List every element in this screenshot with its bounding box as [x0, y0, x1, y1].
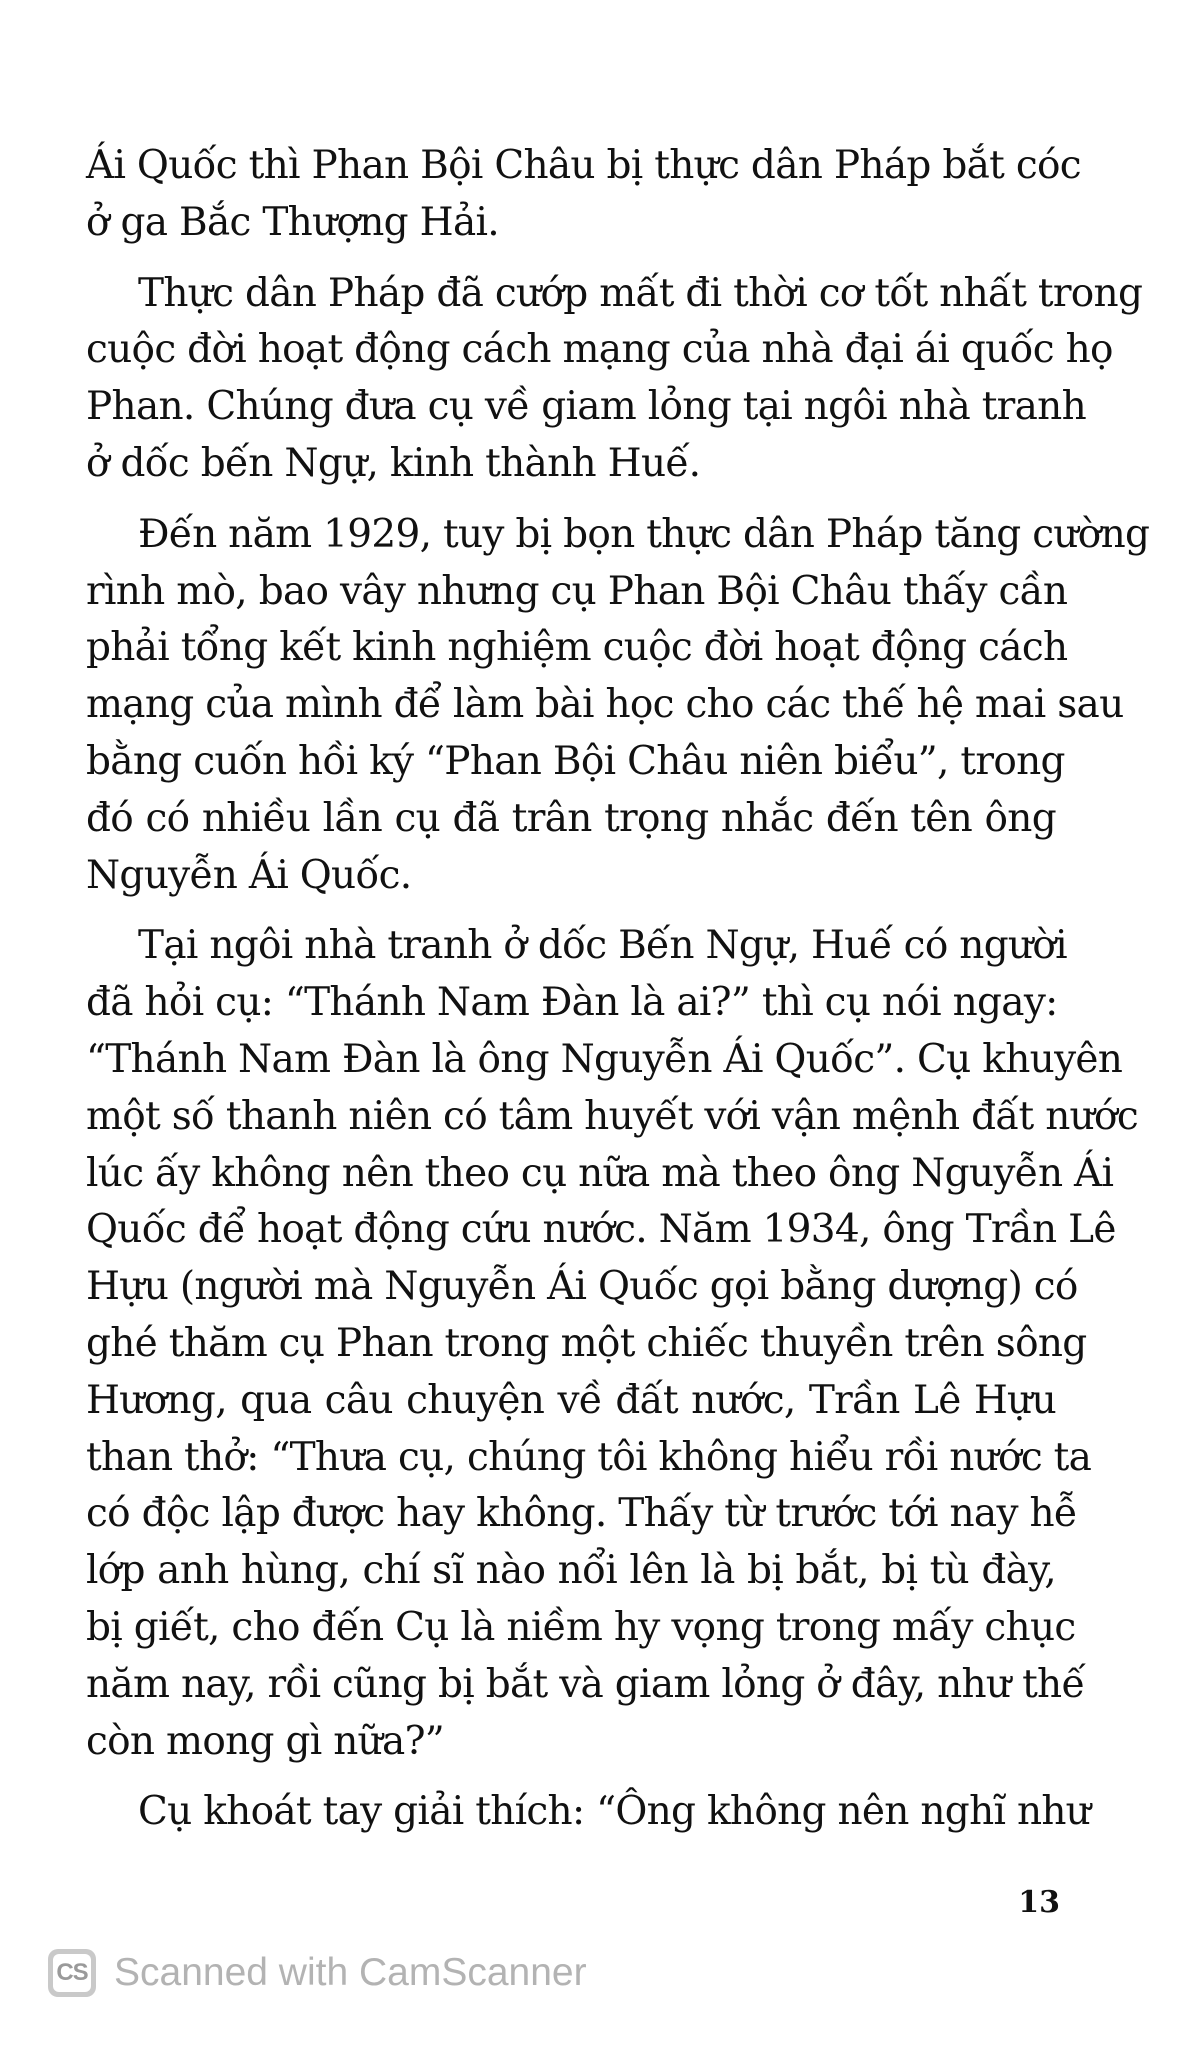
- text-line: năm nay, rồi cũng bị bắt và giam lỏng ở đây, như thế: [86, 1661, 1085, 1707]
- page-body-text: [86, 138, 1150, 1841]
- text-line: ghé thăm cụ Phan trong một chiếc thuyền trên sông: [86, 1320, 1087, 1366]
- text-line: bằng cuốn hồi ký “Phan Bội Châu niên biểu”, trong: [86, 738, 1065, 784]
- text-line: Đến năm 1929, tuy bị bọn thực dân Pháp tăng cường: [138, 511, 1150, 557]
- text-line: Ái Quốc thì Phan Bội Châu bị thực dân Pháp bắt cóc: [86, 143, 1081, 188]
- camscanner-logo-icon: [48, 1949, 96, 1997]
- text-line: còn mong gì nữa?”: [86, 1718, 445, 1764]
- text-line: mạng của mình để làm bài học cho các thế hệ mai sau: [86, 682, 1124, 728]
- text-line: rình mò, bao vây nhưng cụ Phan Bội Châu thấy cần: [86, 568, 1068, 614]
- paragraph-gap: [86, 904, 1056, 918]
- paragraph-gap: [86, 252, 1056, 266]
- text-line: cuộc đời hoạt động cách mạng của nhà đại ái quốc họ: [86, 327, 1113, 373]
- text-line: Quốc để hoạt động cứu nước. Năm 1934, ông Trần Lê: [86, 1207, 1116, 1253]
- camscanner-logo-text: CS: [53, 1954, 91, 1992]
- watermark-text: Scanned with CamScanner: [114, 1951, 587, 1994]
- text-line: than thở: “Thưa cụ, chúng tôi không hiểu rồi nước ta: [86, 1434, 1092, 1480]
- text-line: “Thánh Nam Đàn là ông Nguyễn Ái Quốc”. Cụ khuyên: [86, 1036, 1123, 1082]
- text-line: có độc lập được hay không. Thấy từ trước tới nay hễ: [86, 1491, 1078, 1537]
- camscanner-watermark: [48, 1945, 587, 2001]
- page-number: 13: [1018, 1885, 1060, 1920]
- paragraph-gap: [86, 1770, 1056, 1784]
- text-line: phải tổng kết kinh nghiệm cuộc đời hoạt động cách: [86, 625, 1068, 671]
- text-line: đã hỏi cụ: “Thánh Nam Đàn là ai?” thì cụ nói ngay:: [86, 980, 1058, 1026]
- text-line: lớp anh hùng, chí sĩ nào nổi lên là bị bắt, bị tù đày,: [86, 1548, 1056, 1594]
- text-line: Hựu (người mà Nguyễn Ái Quốc gọi bằng dượng) có: [86, 1264, 1078, 1310]
- text-line: lúc ấy không nên theo cụ nữa mà theo ông Nguyễn Ái: [86, 1150, 1114, 1196]
- text-line: Cụ khoát tay giải thích: “Ông không nên nghĩ như: [138, 1789, 1091, 1835]
- paragraph-gap: [86, 493, 1056, 507]
- text-line: Nguyễn Ái Quốc.: [86, 852, 412, 898]
- text-line: Thực dân Pháp đã cướp mất đi thời cơ tốt nhất trong: [138, 270, 1143, 316]
- text-line: ở ga Bắc Thượng Hải.: [86, 199, 499, 245]
- text-line: Hương, qua câu chuyện về đất nước, Trần Lê Hựu: [86, 1377, 1056, 1423]
- text-line: một số thanh niên có tâm huyết với vận mệnh đất nước: [86, 1093, 1138, 1139]
- text-line: ở dốc bến Ngự, kinh thành Huế.: [86, 440, 701, 486]
- text-line: Phan. Chúng đưa cụ về giam lỏng tại ngôi nhà tranh: [86, 384, 1087, 430]
- text-line: đó có nhiều lần cụ đã trân trọng nhắc đến tên ông: [86, 795, 1056, 841]
- text-line: Tại ngôi nhà tranh ở dốc Bến Ngự, Huế có người: [138, 923, 1067, 969]
- text-line: bị giết, cho đến Cụ là niềm hy vọng trong mấy chục: [86, 1604, 1076, 1650]
